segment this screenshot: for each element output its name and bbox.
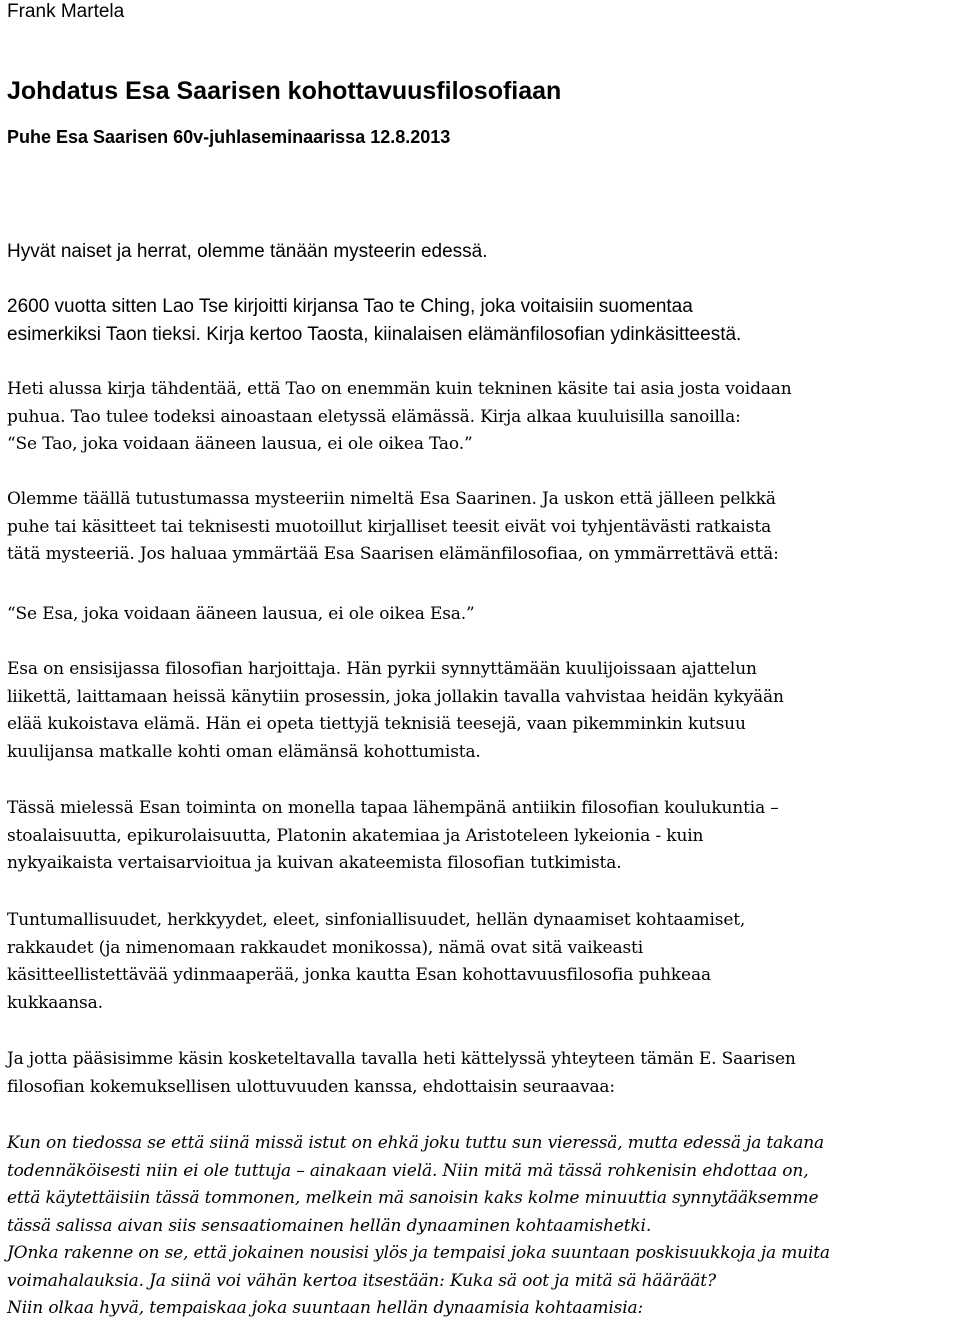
heti-paragraph: [7, 376, 957, 459]
lao-tse-paragraph: [7, 293, 741, 348]
ja-jotta-paragraph: [7, 1046, 957, 1101]
paragraph-line: kukkaansa.: [7, 992, 103, 1013]
paragraph-line: stoalaisuutta, epikurolaisuutta, Platonin akatemiaa ja Aristoteleen lykeionia - kuin: [7, 825, 704, 846]
esa-paragraph: [7, 656, 957, 766]
paragraph-line: rakkaudet (ja nimenomaan rakkaudet monikossa), nämä ovat sitä vaikeasti: [7, 937, 643, 958]
paragraph-line: kuulijansa matkalle kohti oman elämänsä kohottumista.: [7, 741, 481, 762]
author-name: Frank Martela: [7, 1, 125, 22]
paragraph-line: Esa on ensisijassa filosofian harjoittaja. Hän pyrkii synnyttämään kuulijoissaan ajattelun: [7, 659, 757, 679]
olemme-paragraph: [7, 486, 957, 569]
italic-line: Kun on tiedossa se että siinä missä istut on ehkä joku tuttu sun vieressä, mutta edessä ja takana: [7, 1133, 825, 1153]
esa-quote: “Se Esa, joka voidaan ääneen lausua, ei ole oikea Esa.”: [7, 604, 475, 624]
document-title: Johdatus Esa Saarisen kohottavuusfilosofiaan: [7, 77, 562, 105]
paragraph-line: esimerkiksi Taon tieksi. Kirja kertoo Taosta, kiinalaisen elämänfilosofian ydinkäsitteestä.: [7, 323, 742, 345]
paragraph-line: käsitteellistettävää ydinmaaperää, jonka kautta Esan kohottavuusfilosofia puhkeaa: [7, 965, 711, 985]
paragraph-line: puhua. Tao tulee todeksi ainoastaan eletyssä elämässä. Kirja alkaa kuuluisilla sanoilla:: [7, 406, 741, 427]
italic-line: todennäköisesti niin ei ole tuttuja – ainakaan vielä. Niin mitä mä tässä rohkenisin ehdottaa on,: [7, 1160, 809, 1181]
paragraph-line: Tässä mielessä Esan toiminta on monella tapaa lähempänä antiikin filosofian koulukuntia –: [7, 798, 779, 818]
document-subtitle: Puhe Esa Saarisen 60v-juhlaseminaarissa 12.8.2013: [7, 127, 451, 147]
italic-instructions-block: [7, 1130, 957, 1323]
paragraph-line: 2600 vuotta sitten Lao Tse kirjoitti kirjansa Tao te Ching, joka voitaisiin suomentaa: [7, 296, 693, 317]
tuntumallisuudet-paragraph: [7, 907, 957, 1017]
paragraph-line: nykyaikaista vertaisarvioitua ja kuivan akateemista filosofian tutkimista.: [7, 853, 622, 873]
italic-line: Niin olkaa hyvä, tempaiskaa joka suuntaan hellän dynaamisia kohtaamisia:: [7, 1298, 644, 1318]
italic-line: että käytettäisiin tässä tommonen, melkein mä sanoisin kaks kolme minuuttia synnytääksemme: [7, 1188, 819, 1208]
paragraph-line: elää kukoistava elämä. Hän ei opeta tiettyjä teknisiä teesejä, vaan pikemminkin kutsuu: [7, 714, 746, 734]
tassa-paragraph: [7, 795, 957, 878]
paragraph-line: Hyvät naiset ja herrat, olemme tänään mysteerin edessä.: [7, 241, 488, 262]
paragraph-line: Olemme täällä tutustumassa mysteeriin nimeltä Esa Saarinen. Ja uskon että jälleen pelkkä: [7, 489, 776, 509]
italic-line: voimahalauksia. Ja siinä voi vähän kertoa itsestään: Kuka sä oot ja mitä sä hääräät?: [7, 1270, 716, 1291]
paragraph-line: puhe tai käsitteet tai teknisesti muotoillut kirjalliset teesit eivät voi tyhjentävästi ratkaista: [7, 516, 772, 537]
paragraph-line: liikettä, laittamaan heissä känytiin prosessin, joka jollakin tavalla vahvistaa heidän kykyään: [7, 686, 784, 707]
italic-line: tässä salissa aivan siis sensaatiomainen hellän dynaaminen kohtaamishetki.: [7, 1215, 652, 1236]
paragraph-line: Ja jotta pääsisimme käsin kosketeltavalla tavalla heti kättelyssä yhteyteen tämän E. Saarisen: [7, 1049, 796, 1069]
esa-quote-paragraph: [7, 601, 957, 629]
paragraph-line: tätä mysteeriä. Jos haluaa ymmärtää Esa Saarisen elämänfilosofiaa, on ymmärrettävä että:: [7, 544, 779, 564]
greeting-paragraph: [7, 238, 488, 266]
paragraph-line: Tuntumallisuudet, herkkyydet, eleet, sinfoniallisuudet, hellän dynaamiset kohtaamiset,: [7, 910, 746, 930]
paragraph-line: Heti alussa kirja tähdentää, että Tao on enemmän kuin tekninen käsite tai asia josta voidaan: [7, 379, 792, 399]
tao-quote: “Se Tao, joka voidaan ääneen lausua, ei ole oikea Tao.”: [7, 434, 473, 454]
italic-line: JOnka rakenne on se, että jokainen nousisi ylös ja tempaisi joka suuntaan poskisuukkoja ja muita: [7, 1243, 830, 1263]
paragraph-line: filosofian kokemuksellisen ulottuvuuden kanssa, ehdottaisin seuraavaa:: [7, 1076, 615, 1097]
